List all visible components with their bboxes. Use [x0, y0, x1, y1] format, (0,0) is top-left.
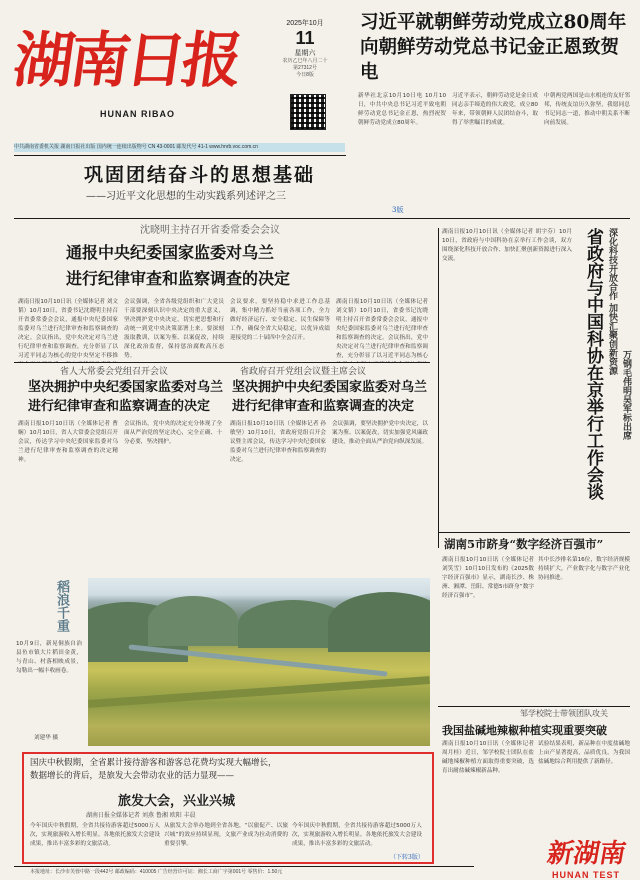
app-watermark-text: HUNAN TEST — [552, 870, 620, 880]
newspaper-logo-pinyin: HUNAN RIBAO — [100, 109, 175, 119]
right-feature-deck-1: 深化科技开放合作 加快汇聚创新资源 — [607, 228, 617, 376]
photo-caption: 10月9日，新晃侗族自治县鱼市镇大片稻田金黄，与青山、村落相映成景，勾勒出一幅丰收画卷。 — [16, 641, 82, 674]
highlight-headline[interactable]: 旅发大会，兴业兴城 — [118, 794, 236, 809]
editorial-subtitle: ——习近平文化思想的生动实践系列述评之三 — [86, 191, 286, 202]
main-story-body-col1: 湖南日报10月10日讯（全媒体记者 刘文韬）10月10日，省委书记沈晓明主持召开省委常委会会议，通报中央纪委国家监委对乌兰进行纪律审查和监察调查的决定。会议指出，党中央决定对乌兰进行纪律审查和监察调查，充分彰显了以习近平同志为核心的党中央坚定不移推 — [18, 299, 118, 359]
editorial-page-ref[interactable]: 3版 — [392, 206, 404, 214]
salt-story-kicker: 邹学校院士带领团队攻关 — [520, 709, 608, 718]
npc-story-body-col1: 湖南日报10月10日讯（全媒体记者 曹娴）10月10日，省人大常委会党组召开会议，传达学习中央纪委国家监委对乌兰进行纪律审查和监察调查的决定精神。 — [18, 421, 118, 463]
digital-economy-body-col1: 湖南日报10月10日讯（全媒体记者 刘笑雪）10月10日发布的《2025数字经济百强市》显示，湖南长沙、株洲、湘潭、岳阳、常德5市跻身“数字经济百强市”。 — [442, 557, 534, 599]
photo-label: 稻浪千重 — [54, 580, 69, 632]
highlight-body-col2: 从旅发大会举办地到全省各地，“以旅促产、以旅兴城”的效应持续显现，文旅产业成为拉动消费的重要引擎。 — [164, 823, 288, 847]
issue-number: 第27312号 — [293, 65, 317, 71]
highlight-body-col1: 今年国庆中秋假期，全省共接待游客超过5000万人次，实现旅游收入增长明显。各地依托旅发大会建设成果，推出丰富多彩的文旅活动。 — [30, 823, 160, 847]
divider — [438, 706, 630, 707]
gov-story-headline-line2: 进行纪律审查和监察调查的决定 — [232, 399, 415, 414]
rice-terrace-photo[interactable] — [88, 578, 430, 746]
right-feature-title[interactable]: 省政府与中国科协在京举行工作会谈 — [583, 228, 603, 500]
main-story-kicker: 沈晓明主持召开省委常委会会议 — [140, 225, 280, 236]
gov-story-kicker: 省政府召开党组会议暨主席会议 — [240, 367, 367, 377]
main-story-headline-line1: 通报中央纪委国家监委对乌兰 — [66, 243, 275, 262]
page-count: 今日8版 — [296, 72, 314, 78]
main-story-headline-line2: 进行纪律审查和监察调查的决定 — [66, 269, 291, 288]
highlight-lead — [30, 757, 430, 783]
app-watermark-logo: 新湖南 — [544, 839, 629, 869]
date-day: 11 — [295, 28, 315, 48]
salt-story-headline[interactable]: 我国盐碱地辣椒种植实现重要突破 — [442, 724, 607, 737]
divider — [14, 155, 346, 156]
npc-story-body-col2: 会议指出，党中央的决定充分体现了全面从严治党的坚定决心，完全正确、十分必要，坚决拥护。 — [124, 421, 222, 445]
main-story-headline[interactable] — [66, 240, 290, 292]
gov-story-headline[interactable] — [232, 378, 427, 416]
top-story-body-col2: 习近平表示，朝鲜劳动党是金日成同志亲手缔造的伟大政党，成立80年来，带领朝鲜人民团结奋斗，取得了举世瞩目的成就。 — [452, 93, 538, 126]
newspaper-logo: 湖南日报 — [9, 26, 243, 96]
divider — [438, 532, 630, 533]
salt-story-body-col1: 湖南日报10月10日讯（全媒体记者 周月桂）近日，邹学校院士团队在盐碱地辣椒种植方面取得重要突破，选育出耐盐碱辣椒新品种。 — [442, 741, 534, 774]
gov-story-body-col1: 湖南日报10月10日讯（全媒体记者 孙敏坚）10月10日，省政府党组召开会议暨主席会议，传达学习中央纪委国家监委对乌兰进行纪律审查和监察调查的决定。 — [230, 421, 326, 463]
gov-story-body-col2: 会议强调，要坚决拥护党中央决定，以案为鉴、以案促改，切实加强党风廉政建设，推动全面从严治党向纵深发展。 — [332, 421, 428, 445]
top-story-body-col3: 中朝两党两国是山水相连的友好邻邦，传统友谊历久弥坚，我愿同总书记同志一道，推动中朝关系不断向前发展。 — [544, 93, 630, 126]
top-story-body-col1: 新华社北京10月10日电 10月10日，中共中央总书记习近平致电朝鲜劳动党总书记金正恩，热烈祝贺朝鲜劳动党成立80周年。 — [358, 93, 446, 126]
divider — [14, 362, 430, 363]
digital-economy-body-col2: 其中长沙排名第16位，数字经济规模持续扩大，产业数字化与数字产业化协同推进。 — [538, 557, 630, 581]
editorial-title[interactable]: 巩固团结奋斗的思想基础 — [84, 164, 316, 186]
top-story-headline-line1: 习近平就朝鲜劳动党成立80周年 — [360, 12, 627, 33]
qr-code-icon[interactable] — [290, 94, 326, 130]
main-story-body-col3: 会议要求，要坚持稳中求进工作总基调，集中精力抓好当前各项工作，全力做好经济运行、安全稳定、民生保障等工作，确保全省大局稳定，以优异成绩迎接党的二十届四中全会召开。 — [230, 299, 330, 341]
divider — [14, 218, 630, 219]
highlight-lead-line2: 数据增长的背后，是旅发大会带动农业的活力显现—— — [30, 771, 235, 781]
footer-info: 本报地址：长沙市芙蓉中路一段442号 邮政编码：410005 广告经营许可证：湘长工商广字第001号 零售价：1.50元 — [30, 869, 283, 875]
top-story-headline[interactable] — [360, 10, 630, 85]
npc-story-headline[interactable] — [28, 378, 223, 416]
highlight-body-col3: 今年国庆中秋假期，全省共接待游客超过5000万人次，实现旅游收入增长明显。各地依托旅发大会建设成果，推出丰富多彩的文旅活动。 — [292, 823, 422, 847]
npc-story-headline-line2: 进行纪律审查和监察调查的决定 — [28, 399, 211, 414]
top-story-headline-line2: 向朝鲜劳动党总书记金正恩致贺电 — [360, 37, 620, 83]
highlight-byline: 湖南日报全媒体记者 刘燕 鲁湘 欧阳 丰晨 — [86, 812, 196, 819]
right-feature-body: 湖南日报10月10日讯（全媒体记者 胡宇芬）10月10日，省政府与中国科协在京举行工作会谈，双方围绕深化科技开放合作、加快汇聚创新资源进行深入交流。 — [442, 229, 572, 262]
date-weekday: 星期六 — [294, 50, 316, 57]
column-divider — [438, 228, 439, 548]
divider — [14, 866, 474, 867]
digital-economy-title[interactable]: 湖南5市跻身“数字经济百强市” — [444, 537, 604, 551]
lunar-date: 农历乙巳年八月二十 — [282, 58, 328, 64]
photo-credit: 刘建华 摄 — [34, 735, 59, 741]
npc-story-kicker: 省人大常委会党组召开会议 — [60, 367, 169, 377]
gov-story-headline-line1: 坚决拥护中央纪委国家监委对乌兰 — [232, 380, 428, 395]
main-story-body-col4: 湖南日报10月10日讯（全媒体记者 刘文韬）10月10日，省委书记沈晓明主持召开省委常委会会议，通报中央纪委国家监委对乌兰进行纪律审查和监察调查的决定。会议指出，党中央决定对乌兰进行纪律审查和监察调查，充分彰显了以习近平同志为核心 — [336, 299, 428, 359]
npc-story-headline-line1: 坚决拥护中央纪委国家监委对乌兰 — [28, 380, 224, 395]
right-feature-deck-2: 万钢毛伟明吴军标出席 — [621, 350, 631, 440]
date-box — [276, 18, 334, 79]
main-story-body-col2: 会议强调，全省各级党组织和广大党员干部要深刻认识中央决定的重大意义，坚决拥护党中央决定，切实把思想和行动统一到党中央决策部署上来。要深刻汲取教训，以案为鉴、以案促改，持续深化政治监督，保持惩治腐败高压态势。 — [124, 299, 224, 359]
date-year-month: 2025年10月 — [286, 20, 324, 27]
highlight-continue[interactable]: （下转3版） — [390, 854, 424, 861]
masthead-info-bar: 中共湖南省委机关报 湖南日报社出版 国内统一连续出版物号 CN 43-0001 邮发代号 41-1 www.hnrb.voc.com.cn — [14, 143, 345, 152]
salt-story-body-col2: 试验结果表明，新品种在中度盐碱地上亩产显著提高，品质优良，为我国盐碱地综合利用提供了新路径。 — [538, 741, 630, 765]
highlight-lead-line1: 国庆中秋假期，全省累计接待游客和游客总花费均实现大幅增长， — [30, 758, 277, 768]
photo-sidebar — [14, 578, 84, 746]
